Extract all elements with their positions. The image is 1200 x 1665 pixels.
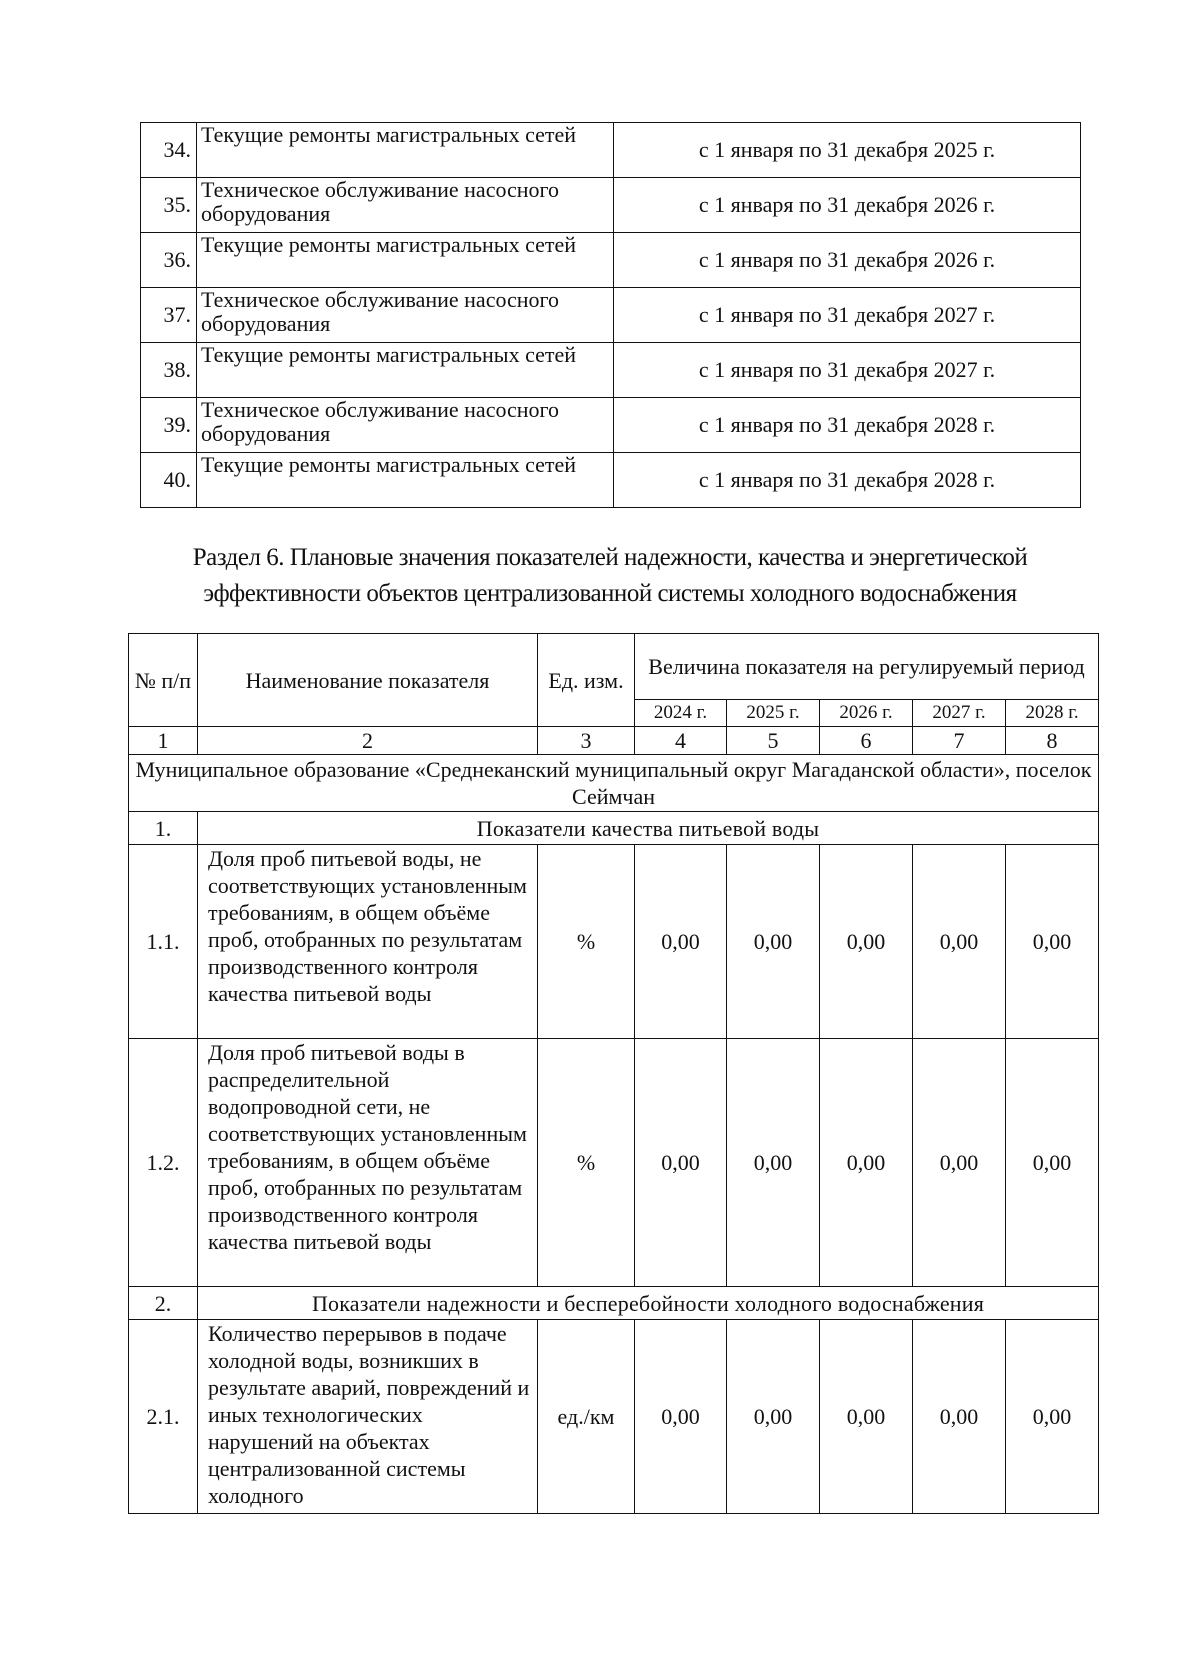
column-number: 8 [1006, 727, 1099, 755]
table-row [141, 178, 1081, 233]
column-number: 7 [913, 727, 1006, 755]
header-year: 2027 г. [913, 700, 1006, 727]
indicator-value: 0,00 [727, 1320, 820, 1514]
work-name: Техническое обслуживание насосного оборудования [197, 288, 614, 343]
table-row [141, 343, 1081, 398]
work-period: с 1 января по 31 декабря 2026 г. [614, 233, 1081, 288]
work-period: с 1 января по 31 декабря 2028 г. [614, 453, 1081, 508]
work-period: с 1 января по 31 декабря 2025 г. [614, 123, 1081, 178]
section-title: Показатели надежности и бесперебойности холодного водоснабжения [198, 1287, 1099, 1320]
indicator-value: 0,00 [820, 1039, 913, 1287]
section-row [129, 812, 1099, 845]
municipality-name: Муниципальное образование «Среднеканский муниципальный округ Магаданской области», поселок Сеймчан [129, 755, 1099, 812]
section-number: 1. [129, 812, 198, 845]
work-period: с 1 января по 31 декабря 2027 г. [614, 343, 1081, 398]
header-year: 2025 г. [727, 700, 820, 727]
column-number: 5 [727, 727, 820, 755]
column-number: 2 [198, 727, 538, 755]
section-title: Показатели качества питьевой воды [198, 812, 1099, 845]
indicator-value: 0,00 [1006, 1039, 1099, 1287]
work-period: с 1 января по 31 декабря 2026 г. [614, 178, 1081, 233]
table-row [141, 123, 1081, 178]
work-name: Текущие ремонты магистральных сетей [197, 233, 614, 288]
column-numbers-row [129, 727, 1099, 755]
table-row [141, 233, 1081, 288]
indicator-value: 0,00 [1006, 1320, 1099, 1514]
section-row [129, 1287, 1099, 1320]
table-row [141, 288, 1081, 343]
indicator-value: 0,00 [820, 1320, 913, 1514]
indicator-value: 0,00 [913, 845, 1006, 1039]
indicator-unit: % [538, 1039, 635, 1287]
column-number: 1 [129, 727, 198, 755]
indicator-value: 0,00 [727, 845, 820, 1039]
work-name: Текущие ремонты магистральных сетей [197, 453, 614, 508]
section-number: 2. [129, 1287, 198, 1320]
indicator-value: 0,00 [635, 845, 727, 1039]
indicator-unit: % [538, 845, 635, 1039]
column-number: 6 [820, 727, 913, 755]
work-name: Текущие ремонты магистральных сетей [197, 123, 614, 178]
indicator-name: Доля проб питьевой воды в распределительной водопроводной сети, не соответствующих установленным требованиям, в общем объёме проб, отобранных по результатам производственного контроля качества питьевой воды [198, 1039, 538, 1287]
indicator-number: 1.1. [129, 845, 198, 1039]
works-schedule-table [140, 122, 1081, 508]
indicator-row [129, 1320, 1099, 1514]
header-value-group: Величина показателя на регулируемый период [635, 634, 1099, 700]
indicator-value: 0,00 [913, 1320, 1006, 1514]
indicator-value: 0,00 [727, 1039, 820, 1287]
work-name: Техническое обслуживание насосного оборудования [197, 178, 614, 233]
indicator-name: Доля проб питьевой воды, не соответствующих установленным требованиям, в общем объёме проб, отобранных по результатам производственного контроля качества питьевой воды [198, 845, 538, 1039]
indicator-value: 0,00 [635, 1320, 727, 1514]
work-name: Техническое обслуживание насосного оборудования [197, 398, 614, 453]
row-number: 37. [141, 288, 197, 343]
table-row [141, 453, 1081, 508]
indicator-row [129, 1039, 1099, 1287]
row-number: 40. [141, 453, 197, 508]
table-row [141, 398, 1081, 453]
row-number: 35. [141, 178, 197, 233]
header-unit: Ед. изм. [538, 634, 635, 727]
column-number: 3 [538, 727, 635, 755]
header-row [129, 634, 1099, 700]
indicator-name: Количество перерывов в подаче холодной воды, возникших в результате аварий, повреждений и иных технологических нарушений на объектах централизованной системы холодного [198, 1320, 538, 1514]
indicator-value: 0,00 [913, 1039, 1006, 1287]
header-year: 2028 г. [1006, 700, 1099, 727]
indicator-unit: ед./км [538, 1320, 635, 1514]
row-number: 38. [141, 343, 197, 398]
indicator-row [129, 845, 1099, 1039]
header-year: 2024 г. [635, 700, 727, 727]
indicator-value: 0,00 [635, 1039, 727, 1287]
section-heading-line: Раздел 6. Плановые значения показателей надежности, качества и энергетической [192, 544, 1028, 571]
column-number: 4 [635, 727, 727, 755]
row-number: 34. [141, 123, 197, 178]
work-name: Текущие ремонты магистральных сетей [197, 343, 614, 398]
row-number: 36. [141, 233, 197, 288]
header-year: 2026 г. [820, 700, 913, 727]
work-period: с 1 января по 31 декабря 2028 г. [614, 398, 1081, 453]
section-heading-line: эффективности объектов централизованной системы холодного водоснабжения [203, 580, 1017, 607]
indicator-number: 1.2. [129, 1039, 198, 1287]
header-num: № п/п [129, 634, 198, 727]
indicators-table [128, 633, 1099, 1514]
section-heading [150, 540, 1070, 612]
indicator-value: 0,00 [820, 845, 913, 1039]
row-number: 39. [141, 398, 197, 453]
header-name: Наименование показателя [198, 634, 538, 727]
municipality-row [129, 755, 1099, 812]
indicator-value: 0,00 [1006, 845, 1099, 1039]
work-period: с 1 января по 31 декабря 2027 г. [614, 288, 1081, 343]
indicator-number: 2.1. [129, 1320, 198, 1514]
